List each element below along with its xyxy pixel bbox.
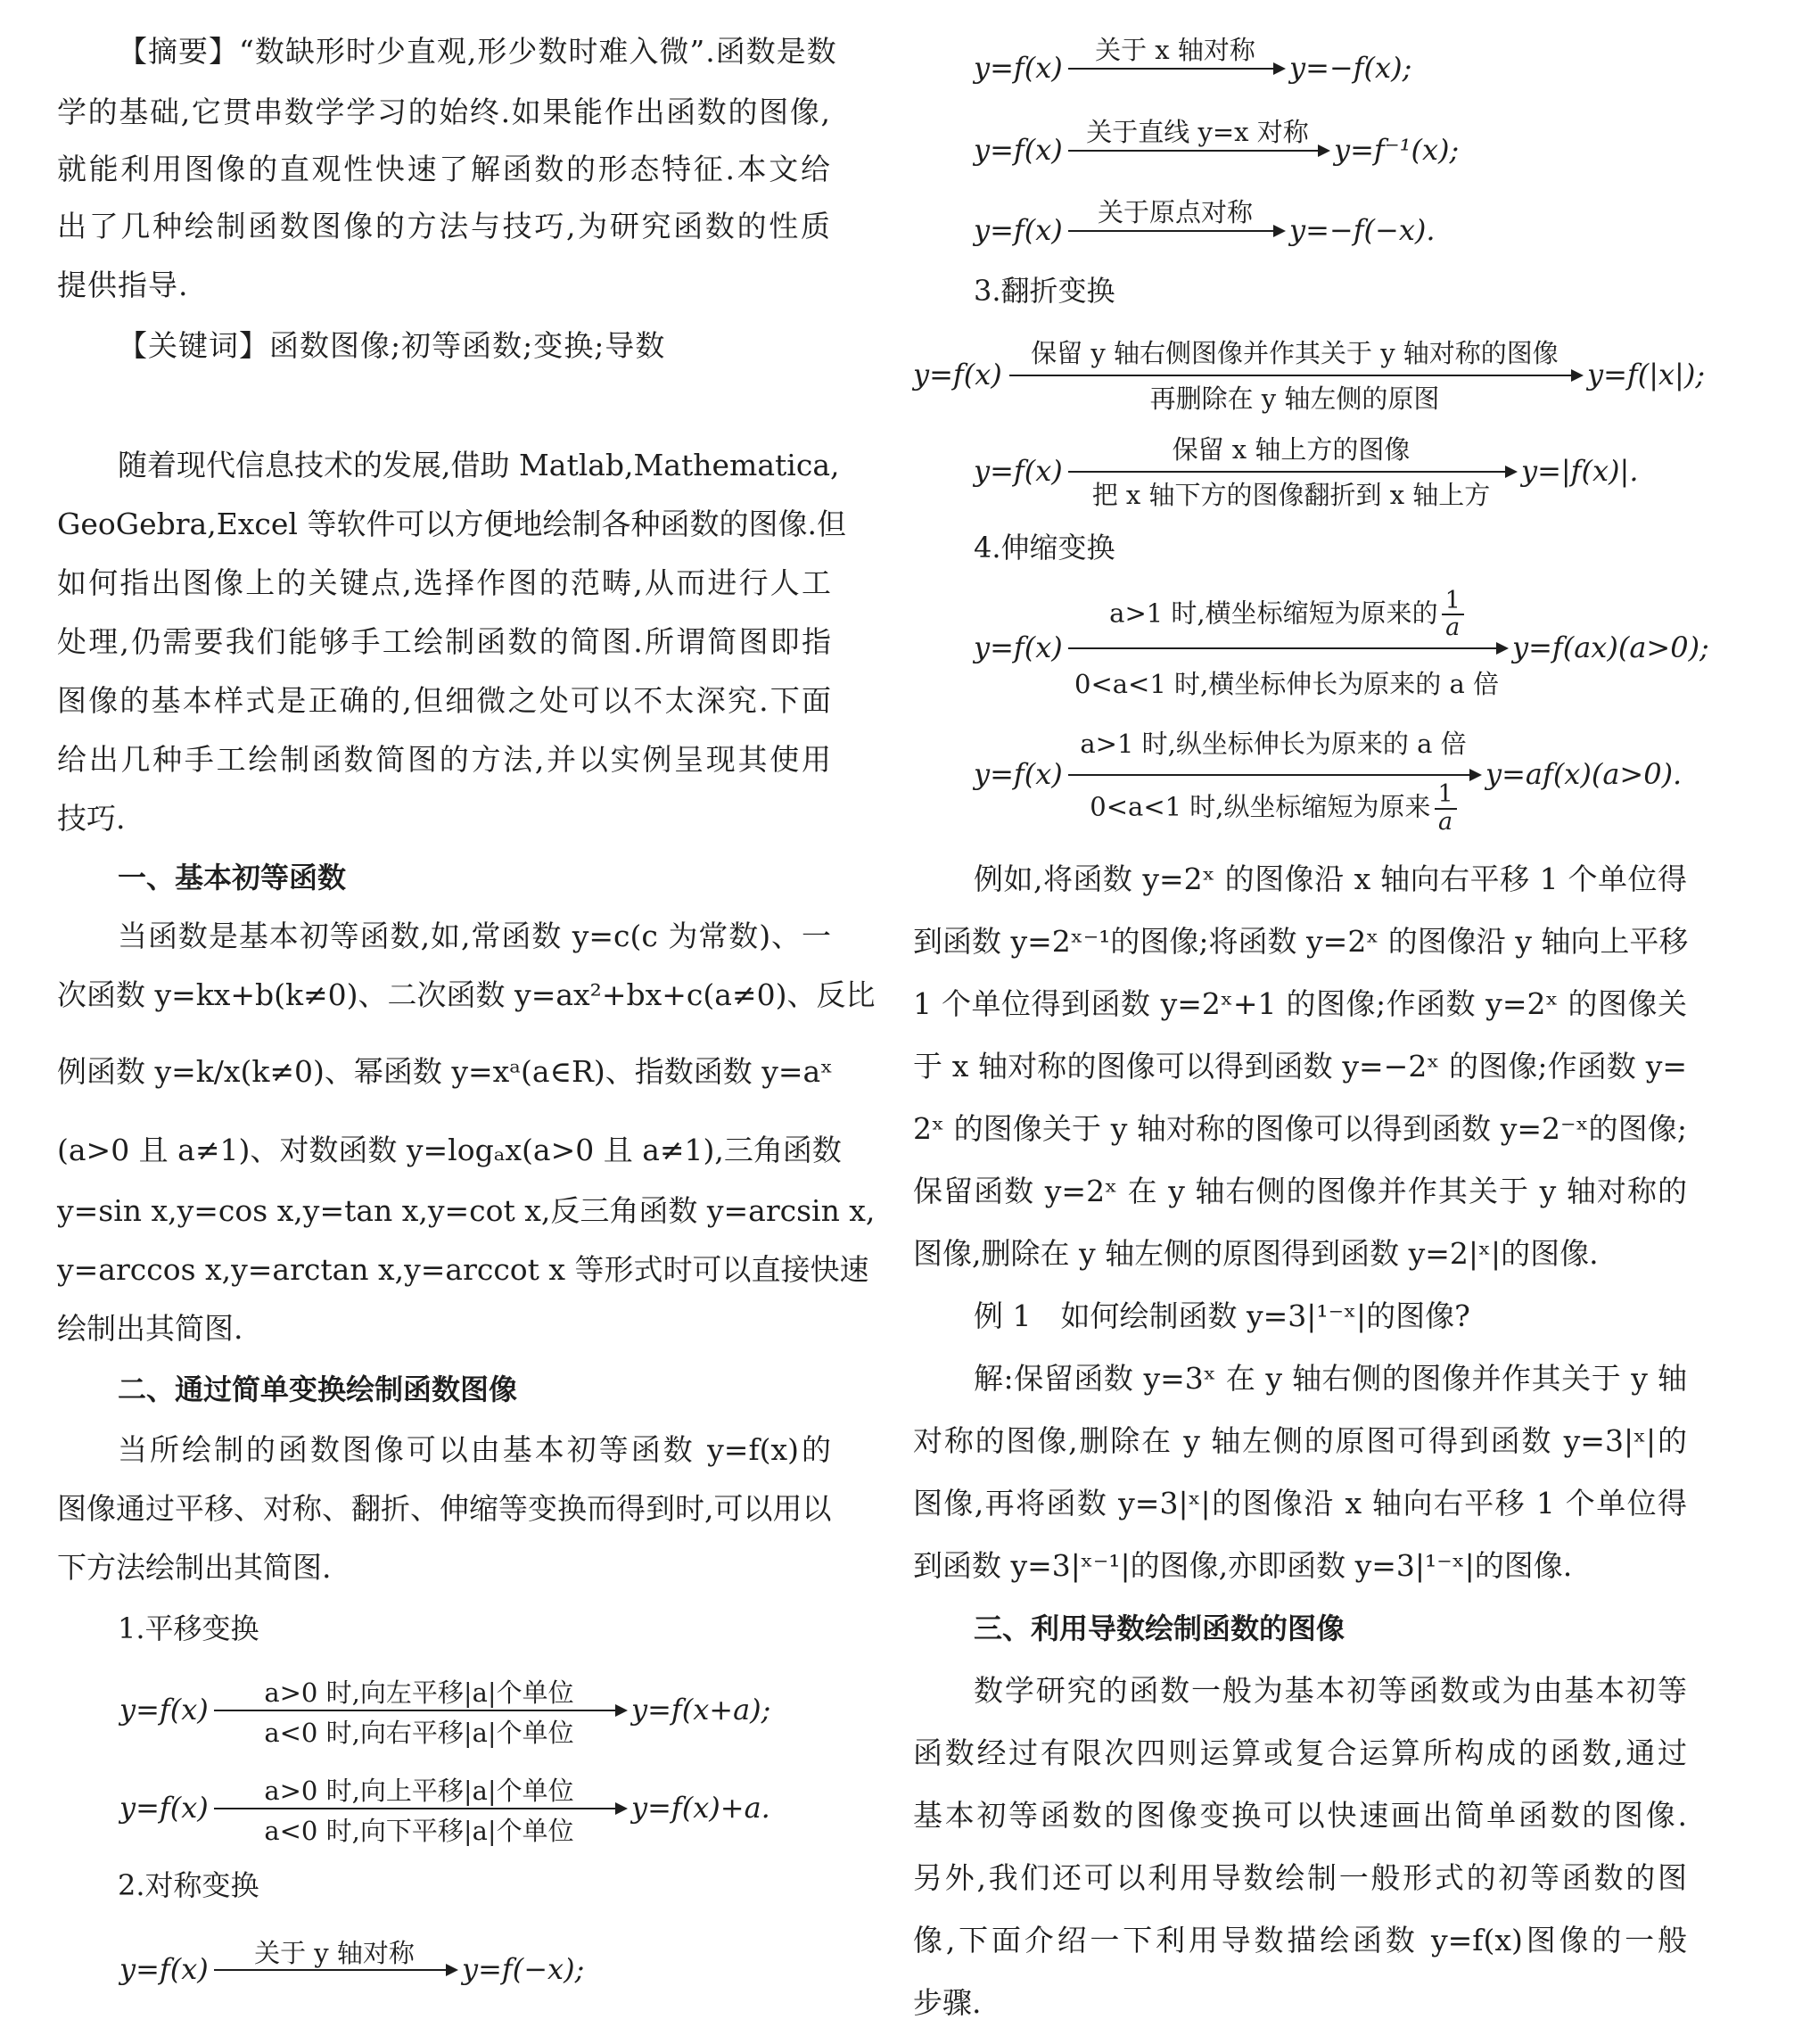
fraction — [1435, 782, 1457, 835]
paragraph-line: GeoGebra,Excel 等软件可以方便地绘制各种函数的图像.但 — [57, 507, 846, 541]
formula-condition-bottom: 0<a<1 时,横坐标伸长为原来的 a 倍 — [1074, 669, 1499, 699]
paragraph-line: 随着现代信息技术的发展,借助 Matlab,Mathematica, — [118, 448, 840, 482]
formula-condition-top: 关于原点对称 — [1097, 197, 1253, 227]
paragraph-line: 2ˣ 的图像关于 y 轴对称的图像可以得到函数 y=2⁻ˣ的图像; — [913, 1111, 1687, 1146]
arrow-icon — [1068, 774, 1478, 776]
fraction-numerator: 1 — [1442, 589, 1464, 615]
formula-lhs: y=f(x) — [913, 358, 1002, 391]
paragraph-line: 数学研究的函数一般为基本初等函数或为由基本初等 — [974, 1673, 1687, 1708]
paragraph-line: (a>0 且 a≠1)、对数函数 y=logₐx(a>0 且 a≠1),三角函数 — [57, 1133, 842, 1167]
paragraph-line: 例函数 y=k/x(k≠0)、幂函数 y=xᵃ(a∈R)、指数函数 y=aˣ — [57, 1054, 834, 1089]
paragraph-line: 当所绘制的函数图像可以由基本初等函数 y=f(x)的 — [118, 1432, 831, 1467]
arrow-icon — [1068, 68, 1282, 70]
formula-condition-top — [1068, 589, 1505, 641]
translate-formula-2 — [57, 1768, 831, 1848]
symmetry-formula-3 — [913, 112, 1687, 187]
formula-lhs: y=f(x) — [974, 133, 1063, 167]
symmetry-formula-4 — [913, 193, 1687, 268]
formula-condition-top: 关于直线 y=x 对称 — [1086, 117, 1309, 147]
paragraph-line: 下方法绘制出其简图. — [57, 1550, 332, 1585]
translate-formula-1 — [57, 1669, 831, 1750]
condition-text: a>1 时,横坐标缩短为原来的 — [1109, 598, 1438, 629]
abstract-line: 【摘要】“数缺形时少直观,形少数时难入微”.函数是数 — [118, 34, 837, 69]
paragraph-line: 图像,删除在 y 轴左侧的原图得到函数 y=2|ˣ|的图像. — [913, 1236, 1599, 1271]
paragraph-line: 绘制出其简图. — [57, 1311, 243, 1346]
paragraph-line: 图像通过平移、对称、翻折、伸缩等变换而得到时,可以用以 — [57, 1491, 832, 1526]
formula-rhs: y=f⁻¹(x); — [1334, 133, 1460, 167]
paragraph-line: 另外,我们还可以利用导数绘制一般形式的初等函数的图 — [913, 1860, 1687, 1895]
formula-condition-top: 关于 x 轴对称 — [1095, 35, 1255, 65]
keywords: 【关键词】函数图像;初等函数;变换;导数 — [118, 328, 666, 363]
arrow-icon — [214, 1710, 624, 1711]
abstract-line: 提供指导. — [57, 268, 189, 302]
paragraph-line: 到函数 y=2ˣ⁻¹的图像;将函数 y=2ˣ 的图像沿 y 轴向上平移 — [913, 924, 1689, 959]
formula-condition-top: 保留 y 轴右侧图像并作其关于 y 轴对称的图像 — [1031, 338, 1559, 368]
formula-lhs: y=f(x) — [974, 51, 1063, 85]
formula-rhs: y=af(x)(a>0). — [1485, 757, 1683, 791]
formula-rhs: y=f(x+a); — [631, 1693, 771, 1727]
section-heading: 一、基本初等函数 — [118, 861, 347, 894]
formula-lhs: y=f(x) — [119, 1791, 209, 1825]
paragraph-line: 函数经过有限次四则运算或复合运算所构成的函数,通过 — [913, 1735, 1687, 1770]
fraction-denominator: a — [1445, 614, 1461, 642]
paragraph-line: 基本初等函数的图像变换可以快速画出简单函数的图像. — [913, 1798, 1687, 1833]
symmetry-formula-2 — [913, 30, 1687, 105]
formula-condition-top: a>0 时,向上平移|a|个单位 — [264, 1776, 574, 1806]
stretch-formula-2 — [913, 713, 1687, 835]
paragraph-line: 于 x 轴对称的图像可以得到函数 y=−2ˣ 的图像;作函数 y= — [913, 1049, 1687, 1084]
paragraph-line: 保留函数 y=2ˣ 在 y 轴右侧的图像并作其关于 y 轴对称的 — [913, 1174, 1687, 1208]
abstract-line: 学的基础,它贯串数学学习的始终.如果能作出函数的图像, — [57, 95, 831, 129]
fraction — [1442, 589, 1464, 641]
arrow-icon — [1068, 647, 1505, 649]
formula-lhs: y=f(x) — [119, 1952, 209, 1986]
abstract-line: 就能利用图像的直观性快速了解函数的形态特征.本文给 — [57, 152, 831, 186]
formula-condition-bottom — [1068, 782, 1478, 835]
paragraph-line: 步骤. — [913, 1985, 982, 2020]
formula-rhs: y=f(−x); — [462, 1952, 585, 1986]
formula-lhs: y=f(x) — [974, 631, 1063, 664]
paragraph-line: 如何指出图像上的关键点,选择作图的范畴,从而进行人工 — [57, 565, 831, 600]
formula-lhs: y=f(x) — [974, 757, 1063, 791]
condition-text: 0<a<1 时,纵坐标缩短为原来 — [1090, 791, 1431, 822]
formula-condition-bottom: a<0 时,向下平移|a|个单位 — [264, 1816, 574, 1846]
section-heading: 三、利用导数绘制函数的图像 — [974, 1611, 1346, 1645]
arrow-icon — [1068, 230, 1282, 232]
paragraph-line: 解:保留函数 y=3ˣ 在 y 轴右侧的图像并作其关于 y 轴 — [974, 1361, 1687, 1396]
subsection-title: 3.翻折变换 — [974, 274, 1115, 308]
paragraph-line: 当函数是基本初等函数,如,常函数 y=c(c 为常数)、一 — [118, 919, 831, 953]
fold-formula-1 — [913, 332, 1706, 417]
stretch-formula-1 — [913, 587, 1709, 706]
formula-condition-top: 关于 y 轴对称 — [254, 1938, 415, 1968]
paragraph-line: y=sin x,y=cos x,y=tan x,y=cot x,反三角函数 y=arcsin x, — [57, 1193, 876, 1228]
paragraph-line: 1 个单位得到函数 y=2ˣ+1 的图像;作函数 y=2ˣ 的图像关 — [913, 986, 1687, 1021]
formula-rhs: y=f(|x|); — [1587, 358, 1706, 391]
formula-lhs: y=f(x) — [119, 1693, 209, 1727]
paragraph-line: 处理,仍需要我们能够手工绘制函数的简图.所谓简图即指 — [57, 624, 831, 659]
paragraph-line: 像,下面介绍一下利用导数描绘函数 y=f(x)图像的一般 — [913, 1923, 1687, 1957]
paragraph-line: 次函数 y=kx+b(k≠0)、二次函数 y=ax²+bx+c(a≠0)、反比 — [57, 977, 876, 1012]
paragraph-line: 对称的图像,删除在 y 轴左侧的原图可得到函数 y=3|ˣ|的 — [913, 1423, 1687, 1458]
formula-rhs: y=−f(−x). — [1289, 213, 1436, 247]
subsection-title: 4.伸缩变换 — [974, 531, 1115, 565]
symmetry-formula-1 — [57, 1933, 831, 2005]
formula-rhs: y=−f(x); — [1289, 51, 1412, 85]
paragraph-line: 例如,将函数 y=2ˣ 的图像沿 x 轴向右平移 1 个单位得 — [974, 861, 1687, 896]
arrow-icon — [214, 1969, 455, 1971]
paragraph-line: 给出几种手工绘制函数简图的方法,并以实例呈现其使用 — [57, 742, 831, 777]
formula-condition-bottom: 把 x 轴下方的图像翻折到 x 轴上方 — [1091, 480, 1491, 510]
example-title: 例 1 如何绘制函数 y=3|¹⁻ˣ|的图像? — [974, 1298, 1470, 1333]
formula-rhs: y=f(x)+a. — [631, 1791, 770, 1825]
fraction-denominator: a — [1438, 807, 1453, 836]
formula-condition-top: a>0 时,向左平移|a|个单位 — [264, 1677, 574, 1708]
subsection-title: 2.对称变换 — [118, 1868, 259, 1902]
arrow-icon — [1068, 471, 1514, 473]
arrow-icon — [1068, 150, 1327, 152]
arrow-icon — [214, 1808, 624, 1809]
formula-rhs: y=|f(x)|. — [1521, 454, 1639, 488]
fraction-numerator: 1 — [1435, 782, 1457, 809]
paragraph-line: 图像,再将函数 y=3|ˣ|的图像沿 x 轴向右平移 1 个单位得 — [913, 1486, 1687, 1521]
formula-rhs: y=f(ax)(a>0); — [1512, 631, 1709, 664]
formula-condition-top: 保留 x 轴上方的图像 — [1172, 434, 1411, 465]
paragraph-line: 到函数 y=3|ˣ⁻¹|的图像,亦即函数 y=3|¹⁻ˣ|的图像. — [913, 1548, 1573, 1583]
abstract-line: 出了几种绘制函数图像的方法与技巧,为研究函数的性质 — [57, 209, 831, 243]
paragraph-line: 图像的基本样式是正确的,但细微之处可以不太深究.下面 — [57, 683, 831, 718]
paragraph-line: 技巧. — [57, 801, 126, 836]
formula-lhs: y=f(x) — [974, 213, 1063, 247]
fold-formula-2 — [913, 428, 1687, 514]
section-heading: 二、通过简单变换绘制函数图像 — [118, 1372, 518, 1406]
paragraph-line: y=arccos x,y=arctan x,y=arccot x 等形式时可以直接快速 — [57, 1252, 869, 1287]
subsection-title: 1.平移变换 — [118, 1611, 259, 1645]
arrow-icon — [1009, 375, 1580, 376]
formula-condition-top: a>1 时,纵坐标伸长为原来的 a 倍 — [1080, 729, 1467, 759]
formula-condition-bottom: 再删除在 y 轴左侧的原图 — [1149, 383, 1440, 414]
formula-lhs: y=f(x) — [974, 454, 1063, 488]
formula-condition-bottom: a<0 时,向右平移|a|个单位 — [264, 1718, 574, 1748]
